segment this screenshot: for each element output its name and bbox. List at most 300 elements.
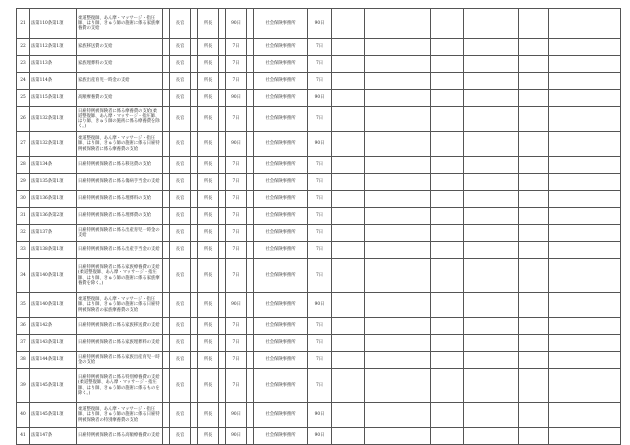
spacer-cell: [219, 403, 226, 428]
spacer-cell: [163, 208, 170, 225]
spacer-cell: [163, 403, 170, 428]
empty-cell: [365, 39, 431, 56]
empty-cell: [464, 191, 519, 208]
article-cell: 法第137条: [30, 225, 77, 242]
authority-cell: 長官: [170, 369, 191, 403]
period-cell: 7日: [226, 242, 247, 259]
row-number: 25: [17, 90, 30, 107]
empty-cell: [549, 157, 621, 174]
empty-cell: [549, 39, 621, 56]
authority-cell: 長官: [170, 259, 191, 293]
office-cell: 社会保険事務所: [254, 352, 308, 369]
empty-cell: [431, 428, 464, 445]
spacer-cell: [163, 259, 170, 293]
empty-cell: [431, 208, 464, 225]
spacer-cell: [219, 174, 226, 191]
empty-cell: [519, 242, 549, 259]
period-cell: 7日: [226, 225, 247, 242]
empty-cell: [519, 293, 549, 318]
spacer-cell: [163, 9, 170, 39]
empty-cell: [332, 335, 365, 352]
spacer-cell: [219, 259, 226, 293]
office-period-cell: 7日: [308, 242, 332, 259]
empty-cell: [332, 428, 365, 445]
empty-cell: [519, 107, 549, 132]
office-period-cell: 7日: [308, 157, 332, 174]
description-cell: 日雇特例被保険者に係る家族埋葬料の支給: [77, 335, 163, 352]
empty-cell: [332, 208, 365, 225]
spacer-cell: [219, 335, 226, 352]
empty-cell: [365, 369, 431, 403]
empty-cell: [464, 107, 519, 132]
office-period-cell: 7日: [308, 208, 332, 225]
table-row: [17, 225, 621, 242]
empty-cell: [431, 90, 464, 107]
office-period-cell: 90日: [308, 428, 332, 445]
office-cell: 社会保険事務所: [254, 157, 308, 174]
article-cell: 法第140条第1項: [30, 259, 77, 293]
empty-cell: [549, 352, 621, 369]
empty-cell: [549, 428, 621, 445]
empty-cell: [464, 132, 519, 157]
spacer-cell: [191, 90, 198, 107]
empty-cell: [365, 293, 431, 318]
empty-cell: [549, 318, 621, 335]
empty-cell: [431, 191, 464, 208]
spacer-cell: [219, 157, 226, 174]
delegate-cell: 所長: [198, 39, 219, 56]
period-cell: 7日: [226, 191, 247, 208]
empty-cell: [332, 90, 365, 107]
row-number: 26: [17, 107, 30, 132]
spacer-cell: [191, 318, 198, 335]
empty-cell: [431, 132, 464, 157]
article-cell: 法第138条第1項: [30, 242, 77, 259]
row-number: 21: [17, 9, 30, 39]
delegate-cell: 所長: [198, 242, 219, 259]
article-cell: 法第132条第1項: [30, 107, 77, 132]
authority-cell: 長官: [170, 403, 191, 428]
delegate-cell: 所長: [198, 352, 219, 369]
office-cell: 社会保険事務所: [254, 403, 308, 428]
authority-cell: 長官: [170, 9, 191, 39]
empty-cell: [431, 225, 464, 242]
spacer-cell: [247, 428, 254, 445]
description-cell: 家族移送費の支給: [77, 39, 163, 56]
description-cell: 柔道整復師、あん摩・マッサージ・指圧師、はり師、きゅう師の施術に係る日雇特例被保険者の特別療養費の支給: [77, 403, 163, 428]
table-row: [17, 157, 621, 174]
table-row: [17, 403, 621, 428]
empty-cell: [519, 225, 549, 242]
table-row: [17, 90, 621, 107]
empty-cell: [365, 428, 431, 445]
spacer-cell: [163, 369, 170, 403]
spacer-cell: [219, 369, 226, 403]
empty-cell: [549, 242, 621, 259]
description-cell: 日雇特例被保険者に係る埋葬料の支給: [77, 191, 163, 208]
period-cell: 90日: [226, 403, 247, 428]
office-cell: 社会保険事務所: [254, 9, 308, 39]
row-number: 23: [17, 56, 30, 73]
table-row: [17, 39, 621, 56]
description-cell: 家族埋葬料の支給: [77, 56, 163, 73]
spacer-cell: [247, 318, 254, 335]
empty-cell: [519, 39, 549, 56]
article-cell: 法第147条: [30, 428, 77, 445]
empty-cell: [519, 132, 549, 157]
spacer-cell: [219, 318, 226, 335]
spacer-cell: [247, 39, 254, 56]
empty-cell: [519, 208, 549, 225]
authority-cell: 長官: [170, 191, 191, 208]
row-number: 29: [17, 174, 30, 191]
empty-cell: [332, 242, 365, 259]
period-cell: 90日: [226, 132, 247, 157]
empty-cell: [519, 403, 549, 428]
delegate-cell: 所長: [198, 428, 219, 445]
description-cell: 日雇特例被保険者に係る特別療養費の支給(柔道整復師、あん摩・マッサージ・指圧師、はり師、きゅう師の施術に係るものを除く。): [77, 369, 163, 403]
office-period-cell: 7日: [308, 107, 332, 132]
delegate-cell: 所長: [198, 157, 219, 174]
empty-cell: [332, 293, 365, 318]
table-row: [17, 259, 621, 293]
empty-cell: [549, 90, 621, 107]
table-row: [17, 132, 621, 157]
spacer-cell: [163, 132, 170, 157]
empty-cell: [332, 191, 365, 208]
spacer-cell: [191, 403, 198, 428]
spacer-cell: [247, 352, 254, 369]
row-number: 37: [17, 335, 30, 352]
empty-cell: [519, 90, 549, 107]
delegate-cell: 所長: [198, 132, 219, 157]
empty-cell: [332, 132, 365, 157]
delegate-cell: 所長: [198, 293, 219, 318]
empty-cell: [431, 335, 464, 352]
spacer-cell: [219, 73, 226, 90]
authority-cell: 長官: [170, 132, 191, 157]
empty-cell: [332, 225, 365, 242]
table-row: [17, 293, 621, 318]
spacer-cell: [219, 242, 226, 259]
description-cell: 日雇特例被保険者に係る療養費の支給(柔道整復師、あん摩・マッサージ・指圧師、はり師、きゅう師の施術に係る療養費を除く。): [77, 107, 163, 132]
delegate-cell: 所長: [198, 9, 219, 39]
table-row: [17, 107, 621, 132]
empty-cell: [519, 335, 549, 352]
spacer-cell: [247, 90, 254, 107]
empty-cell: [464, 39, 519, 56]
row-number: 31: [17, 208, 30, 225]
row-number: 30: [17, 191, 30, 208]
empty-cell: [519, 369, 549, 403]
spacer-cell: [191, 335, 198, 352]
spacer-cell: [247, 174, 254, 191]
spacer-cell: [219, 208, 226, 225]
row-number: 39: [17, 369, 30, 403]
empty-cell: [332, 174, 365, 191]
article-cell: 法第144条第1項: [30, 352, 77, 369]
office-cell: 社会保険事務所: [254, 132, 308, 157]
office-period-cell: 90日: [308, 403, 332, 428]
spacer-cell: [247, 293, 254, 318]
description-cell: 家族出産育児一時金の支給: [77, 73, 163, 90]
empty-cell: [549, 225, 621, 242]
spacer-cell: [163, 174, 170, 191]
authority-cell: 長官: [170, 56, 191, 73]
article-cell: 法第143条第1項: [30, 335, 77, 352]
office-period-cell: 90日: [308, 9, 332, 39]
empty-cell: [365, 73, 431, 90]
empty-cell: [519, 259, 549, 293]
empty-cell: [464, 352, 519, 369]
empty-cell: [332, 369, 365, 403]
empty-cell: [549, 132, 621, 157]
delegate-cell: 所長: [198, 90, 219, 107]
office-cell: 社会保険事務所: [254, 39, 308, 56]
authority-cell: 長官: [170, 208, 191, 225]
article-cell: 法第112条第1項: [30, 39, 77, 56]
empty-cell: [431, 369, 464, 403]
empty-cell: [431, 107, 464, 132]
authority-cell: 長官: [170, 174, 191, 191]
office-period-cell: 90日: [308, 293, 332, 318]
spacer-cell: [163, 73, 170, 90]
empty-cell: [431, 174, 464, 191]
office-period-cell: 90日: [308, 90, 332, 107]
spacer-cell: [247, 191, 254, 208]
spacer-cell: [247, 132, 254, 157]
spacer-cell: [219, 9, 226, 39]
spacer-cell: [247, 403, 254, 428]
empty-cell: [519, 56, 549, 73]
article-cell: 法第140条第1項: [30, 293, 77, 318]
empty-cell: [464, 208, 519, 225]
spacer-cell: [163, 225, 170, 242]
empty-cell: [365, 174, 431, 191]
empty-cell: [332, 403, 365, 428]
empty-cell: [519, 191, 549, 208]
description-cell: 日雇特例被保険者に係る家族療養費の支給(柔道整復師、あん摩・マッサージ・指圧師、はり師、きゅう師の施術に係る家族療養費を除く。): [77, 259, 163, 293]
article-cell: 法第114条: [30, 73, 77, 90]
delegate-cell: 所長: [198, 225, 219, 242]
period-cell: 7日: [226, 174, 247, 191]
office-cell: 社会保険事務所: [254, 428, 308, 445]
empty-cell: [365, 242, 431, 259]
empty-cell: [464, 73, 519, 90]
empty-cell: [464, 90, 519, 107]
office-cell: 社会保険事務所: [254, 174, 308, 191]
spacer-cell: [163, 39, 170, 56]
spacer-cell: [247, 73, 254, 90]
spacer-cell: [247, 56, 254, 73]
spacer-cell: [191, 352, 198, 369]
empty-cell: [549, 56, 621, 73]
spacer-cell: [247, 9, 254, 39]
empty-cell: [332, 318, 365, 335]
spacer-cell: [163, 352, 170, 369]
office-cell: 社会保険事務所: [254, 191, 308, 208]
row-number: 22: [17, 39, 30, 56]
delegate-cell: 所長: [198, 107, 219, 132]
row-number: 32: [17, 225, 30, 242]
empty-cell: [519, 428, 549, 445]
empty-cell: [519, 318, 549, 335]
empty-cell: [464, 9, 519, 39]
empty-cell: [365, 259, 431, 293]
office-period-cell: 7日: [308, 174, 332, 191]
table-row: [17, 242, 621, 259]
period-cell: 7日: [226, 39, 247, 56]
article-cell: 法第135条第1項: [30, 174, 77, 191]
period-cell: 90日: [226, 9, 247, 39]
description-cell: 日雇特例被保険者に係る出産育児一時金の支給: [77, 225, 163, 242]
authority-cell: 長官: [170, 318, 191, 335]
empty-cell: [365, 352, 431, 369]
period-cell: 7日: [226, 318, 247, 335]
empty-cell: [549, 369, 621, 403]
spacer-cell: [247, 335, 254, 352]
empty-cell: [332, 56, 365, 73]
spacer-cell: [163, 335, 170, 352]
authority-cell: 長官: [170, 90, 191, 107]
authority-cell: 長官: [170, 157, 191, 174]
description-cell: 日雇特例被保険者に係る家族出産育児一時金の支給: [77, 352, 163, 369]
empty-cell: [549, 335, 621, 352]
office-period-cell: 7日: [308, 318, 332, 335]
empty-cell: [464, 174, 519, 191]
table-row: [17, 208, 621, 225]
description-cell: 高額療養費の支給: [77, 90, 163, 107]
spacer-cell: [219, 293, 226, 318]
empty-cell: [332, 107, 365, 132]
spacer-cell: [219, 225, 226, 242]
empty-cell: [519, 174, 549, 191]
spacer-cell: [247, 107, 254, 132]
spacer-cell: [191, 157, 198, 174]
empty-cell: [464, 157, 519, 174]
article-cell: 法第110条第1項: [30, 9, 77, 39]
article-cell: 法第113条: [30, 56, 77, 73]
empty-cell: [549, 191, 621, 208]
office-cell: 社会保険事務所: [254, 208, 308, 225]
description-cell: 日雇特例被保険者に係る高額療養費の支給: [77, 428, 163, 445]
empty-cell: [431, 318, 464, 335]
period-cell: 90日: [226, 293, 247, 318]
office-cell: 社会保険事務所: [254, 73, 308, 90]
empty-cell: [365, 208, 431, 225]
spacer-cell: [219, 107, 226, 132]
table-row: [17, 428, 621, 445]
period-cell: 7日: [226, 157, 247, 174]
empty-cell: [365, 9, 431, 39]
spacer-cell: [163, 293, 170, 318]
spacer-cell: [219, 352, 226, 369]
office-period-cell: 90日: [308, 132, 332, 157]
office-period-cell: 7日: [308, 335, 332, 352]
row-number: 33: [17, 242, 30, 259]
row-number: 41: [17, 428, 30, 445]
spacer-cell: [191, 369, 198, 403]
office-period-cell: 7日: [308, 225, 332, 242]
empty-cell: [464, 403, 519, 428]
empty-cell: [464, 428, 519, 445]
table-row: [17, 73, 621, 90]
table-row: [17, 369, 621, 403]
description-cell: 日雇特例被保険者に係る家族移送費の支給: [77, 318, 163, 335]
spacer-cell: [163, 428, 170, 445]
spacer-cell: [219, 90, 226, 107]
office-cell: 社会保険事務所: [254, 369, 308, 403]
spacer-cell: [247, 208, 254, 225]
table-row: [17, 9, 621, 39]
row-number: 35: [17, 293, 30, 318]
article-cell: 法第136条第1項: [30, 191, 77, 208]
article-cell: 法第142条: [30, 318, 77, 335]
spacer-cell: [163, 90, 170, 107]
office-period-cell: 7日: [308, 259, 332, 293]
article-cell: 法第115条第1項: [30, 90, 77, 107]
empty-cell: [549, 9, 621, 39]
empty-cell: [549, 174, 621, 191]
spacer-cell: [191, 242, 198, 259]
empty-cell: [365, 90, 431, 107]
description-cell: 日雇特例被保険者に係る出産手当金の支給: [77, 242, 163, 259]
empty-cell: [464, 369, 519, 403]
office-period-cell: 7日: [308, 56, 332, 73]
table-row: [17, 174, 621, 191]
period-cell: 7日: [226, 107, 247, 132]
empty-cell: [431, 293, 464, 318]
empty-cell: [365, 157, 431, 174]
spacer-cell: [191, 259, 198, 293]
empty-cell: [431, 259, 464, 293]
office-cell: 社会保険事務所: [254, 293, 308, 318]
empty-cell: [464, 56, 519, 73]
office-cell: 社会保険事務所: [254, 90, 308, 107]
row-number: 38: [17, 352, 30, 369]
spacer-cell: [191, 225, 198, 242]
office-cell: 社会保険事務所: [254, 318, 308, 335]
spacer-cell: [219, 428, 226, 445]
empty-cell: [431, 73, 464, 90]
empty-cell: [464, 335, 519, 352]
authority-cell: 長官: [170, 293, 191, 318]
delegate-cell: 所長: [198, 174, 219, 191]
empty-cell: [464, 242, 519, 259]
spacer-cell: [219, 191, 226, 208]
period-cell: 90日: [226, 90, 247, 107]
delegate-cell: 所長: [198, 403, 219, 428]
empty-cell: [464, 259, 519, 293]
empty-cell: [549, 293, 621, 318]
row-number: 24: [17, 73, 30, 90]
empty-cell: [332, 157, 365, 174]
description-cell: 柔道整復師、あん摩・マッサージ・指圧師、はり師、きゅう師の施術に係る日雇特例被保険者の家族療養費の支給: [77, 293, 163, 318]
article-cell: 法第136条第2項: [30, 208, 77, 225]
spacer-cell: [247, 157, 254, 174]
spacer-cell: [163, 56, 170, 73]
delegate-cell: 所長: [198, 318, 219, 335]
period-cell: 7日: [226, 352, 247, 369]
empty-cell: [365, 132, 431, 157]
office-period-cell: 7日: [308, 369, 332, 403]
table-row: [17, 335, 621, 352]
table-body: [17, 9, 621, 445]
empty-cell: [431, 352, 464, 369]
table-row: [17, 318, 621, 335]
empty-cell: [549, 208, 621, 225]
spacer-cell: [219, 39, 226, 56]
